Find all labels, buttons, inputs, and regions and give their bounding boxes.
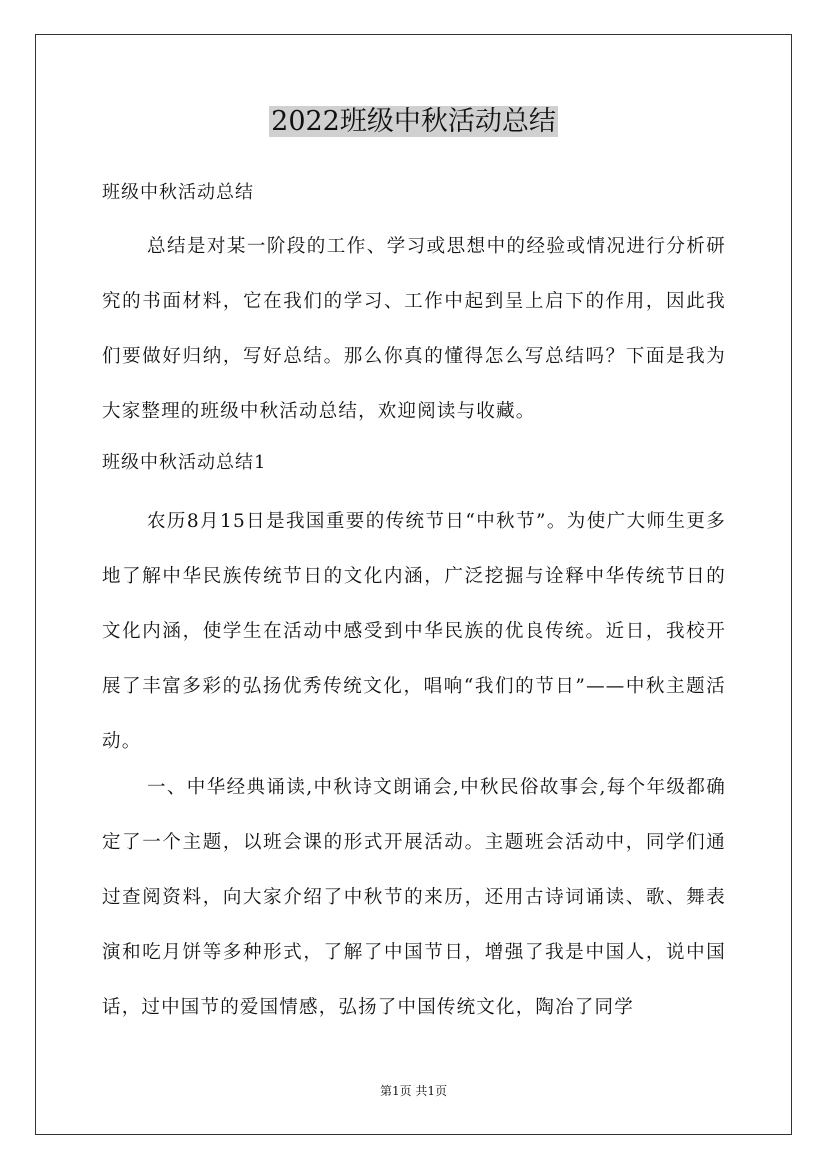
- body-paragraph-2: 一、中华经典诵读,中秋诗文朗诵会,中秋民俗故事会,每个年级都确定了一个主题，以班会课的形式开展活动。主题班会活动中，同学们通过查阅资料，向大家介绍了中秋节的来历，还用古诗词诵读、歌、舞表演和吃月饼等多种形式，了解了中国节日，增强了我是中国人，说中国话，过中国节的爱国情感，弘扬了中国传统文化，陶冶了同学: [102, 777, 726, 1018]
- document-title-text: 2022班级中秋活动总结: [271, 106, 556, 137]
- subsection-heading: 班级中秋活动总结1: [102, 452, 267, 473]
- intro-paragraph: 总结是对某一阶段的工作、学习或思想中的经验或情况进行分析研究的书面材料，它在我们的学习、工作中起到呈上启下的作用，因此我们要做好归纳，写好总结。那么你真的懂得怎么写总结吗？下面是我为大家整理的班级中秋活动总结，欢迎阅读与收藏。: [102, 236, 726, 422]
- section-heading: 班级中秋活动总结: [102, 182, 254, 203]
- page-footer: 第1页 共1页: [379, 1084, 448, 1098]
- body-paragraph-1: 农历8月15日是我国重要的传统节日“中秋节”。为使广大师生更多地了解中华民族传统节日的文化内涵，广泛挖掘与诠释中华传统节日的文化内涵，使学生在活动中感受到中华民族的优良传统。近日，我校开展了丰富多彩的弘扬优秀传统文化，唱响“我们的节日”——中秋主题活动。: [102, 511, 726, 752]
- document-title: [0, 102, 827, 142]
